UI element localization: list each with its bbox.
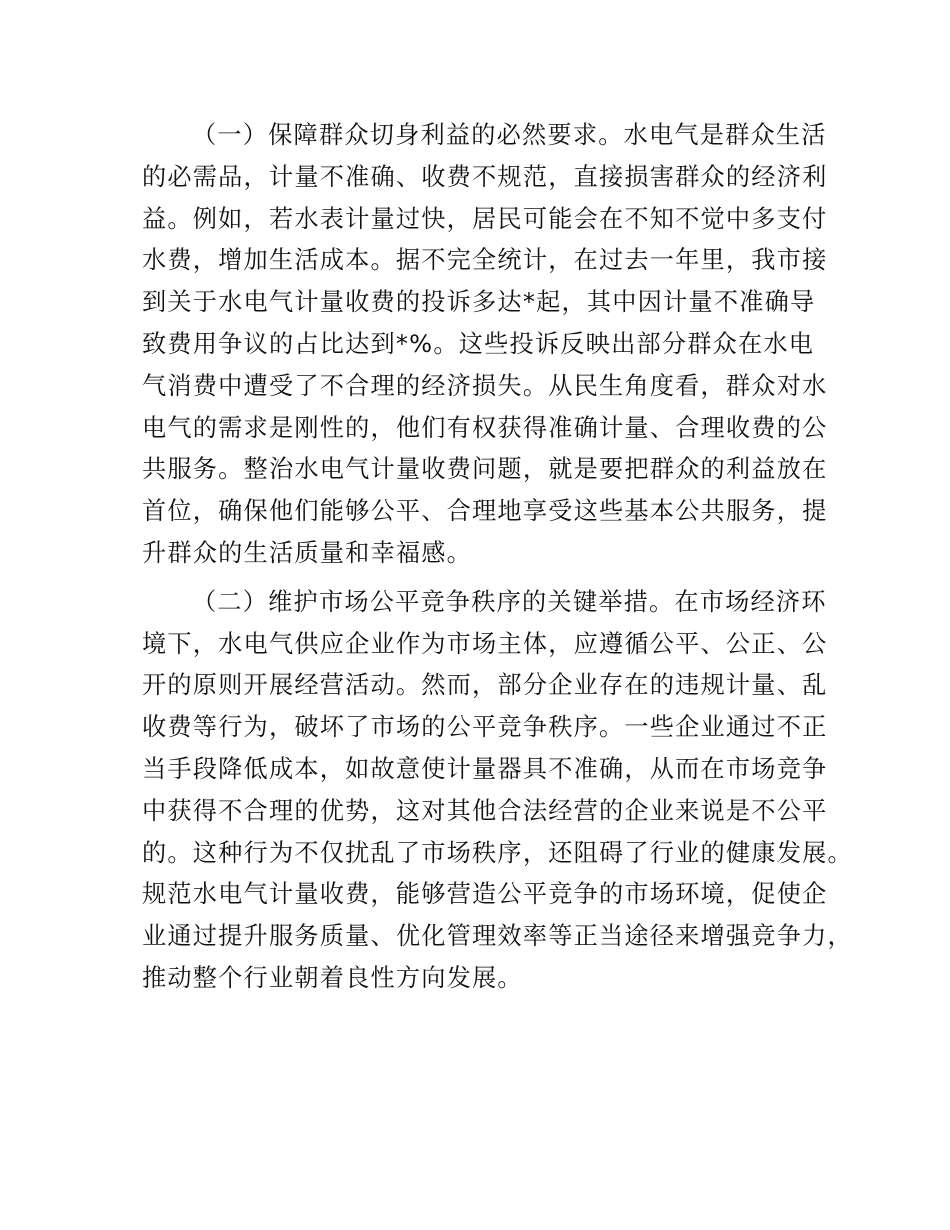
text-line: 电气的需求是刚性的，他们有权获得准确计量、合理收费的公 [142, 413, 828, 442]
text-line: 升群众的生活质量和幸福感。 [142, 538, 473, 567]
text-line: 规范水电气计量收费，能够营造公平竞争的市场环境，促使企 [142, 880, 828, 909]
text-line: 的。这种行为不仅扰乱了市场秩序，还阻碍了行业的健康发展。 [142, 838, 853, 867]
text-line: 收费等行为，破坏了市场的公平竞争秩序。一些企业通过不正 [142, 713, 828, 742]
text-line: 业通过提升服务质量、优化管理效率等正当途径来增强竞争力， [142, 922, 853, 951]
paragraph-2 [142, 582, 853, 1000]
text-line: 共服务。整治水电气计量收费问题，就是要把群众的利益放在 [142, 455, 828, 484]
text-line: 致费用争议的占比达到*%。这些投诉反映出部分群众在水电 [142, 329, 815, 358]
text-line: 气消费中遭受了不合理的经济损失。从民生角度看，群众对水 [142, 371, 828, 400]
text-line: 的必需品，计量不准确、收费不规范，直接损害群众的经济利 [142, 162, 828, 191]
text-line: 益。例如，若水表计量过快，居民可能会在不知不觉中多支付 [142, 204, 828, 233]
text-line: 首位，确保他们能够公平、合理地享受这些基本公共服务，提 [142, 497, 828, 526]
document-body [142, 115, 853, 1007]
text-line: 境下，水电气供应企业作为市场主体，应遵循公平、公正、公 [142, 629, 828, 658]
text-line: 到关于水电气计量收费的投诉多达*起，其中因计量不准确导 [142, 288, 816, 317]
text-line: （一）保障群众切身利益的必然要求。水电气是群众生活 [192, 121, 827, 149]
text-line: 推动整个行业朝着良性方向发展。 [142, 963, 523, 992]
text-line: （二）维护市场公平竞争秩序的关键举措。在市场经济环 [192, 587, 827, 616]
text-line: 开的原则开展经营活动。然而，部分企业存在的违规计量、乱 [142, 671, 828, 700]
text-line: 中获得不合理的优势，这对其他合法经营的企业来说是不公平 [142, 796, 828, 825]
paragraph-1 [142, 115, 832, 575]
text-line: 当手段降低成本，如故意使计量器具不准确，从而在市场竞争 [142, 754, 828, 783]
text-line: 水费，增加生活成本。据不完全统计，在过去一年里，我市接 [142, 246, 828, 275]
